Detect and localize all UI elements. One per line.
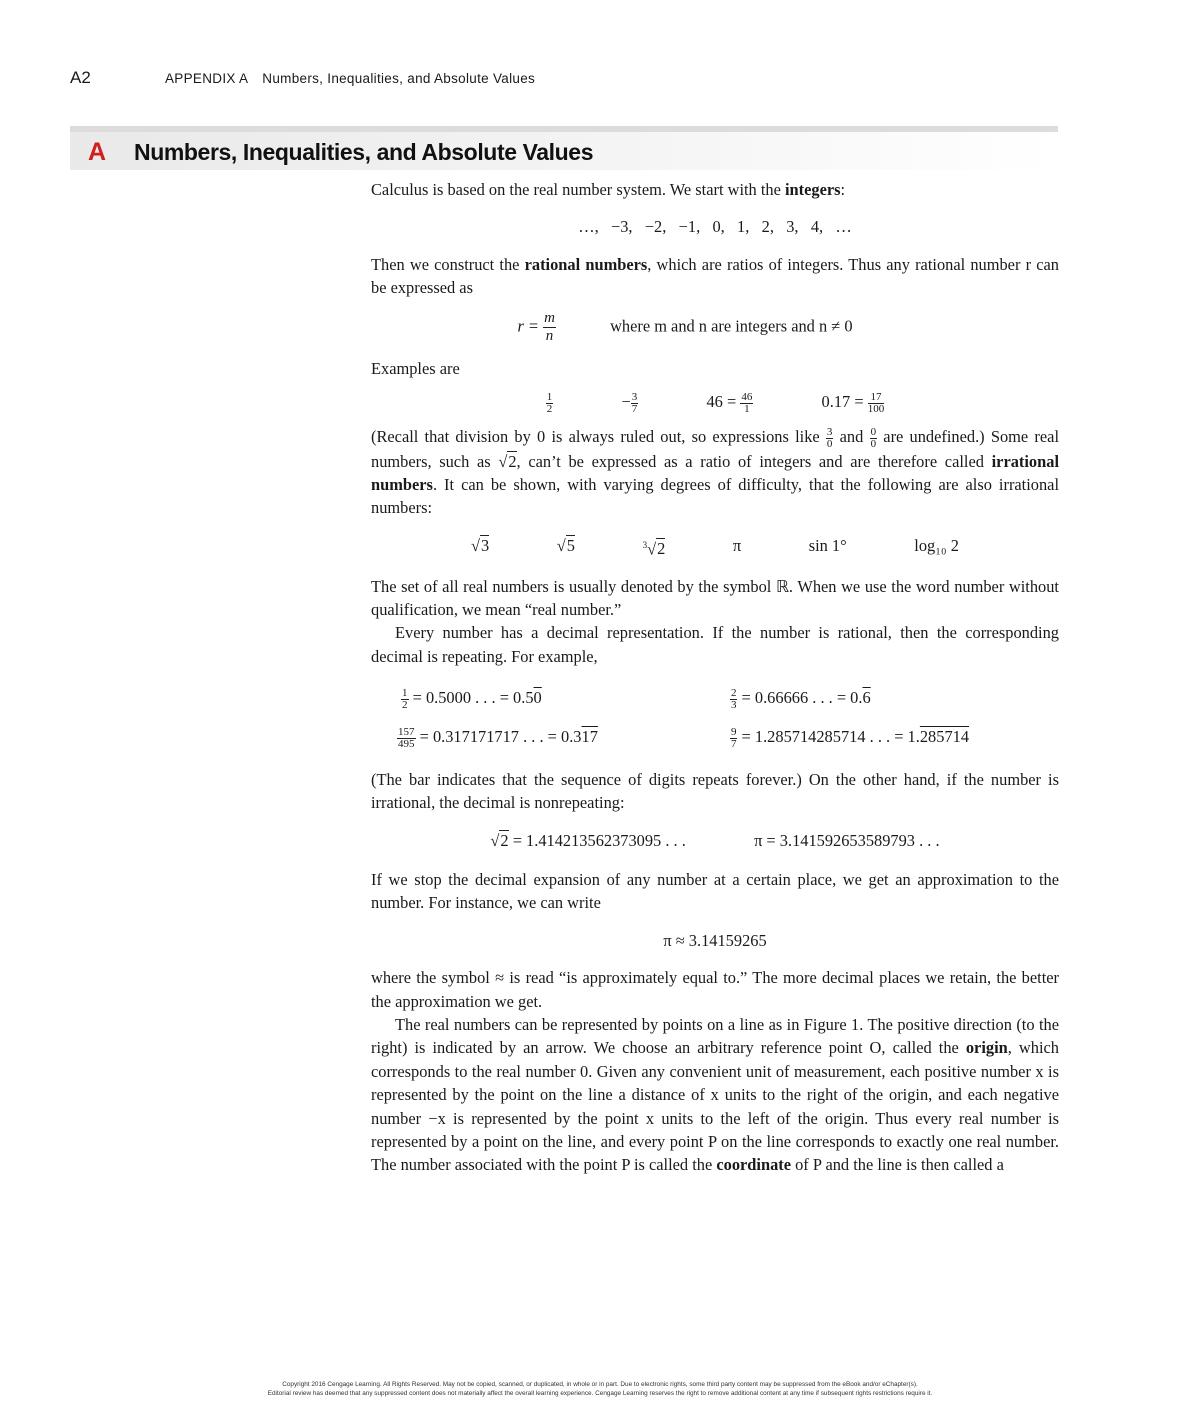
running-title — [165, 71, 535, 86]
paragraph-rational: Then we construct the rational numbers, which are ratios of integers. Thus any rational number r can be expressed as — [371, 254, 1059, 298]
copyright-footer — [0, 1380, 1200, 1398]
running-header — [70, 68, 1070, 92]
paragraph-irrational: (Recall that division by 0 is always ruled out, so expressions like $\frac{3}{0}$ and $\frac{0}{0}$ are undefined.) Some real numbers, such as √2, can’t be expressed as a ratio of integers and are therefore called irrational numbers. It can be shown, with varying degrees of difficulty, that the following are also irrational numbers: — [371, 425, 1059, 518]
section-title: Numbers, Inequalities, and Absolute Values — [134, 139, 594, 165]
examples-label: Examples are — [371, 358, 460, 378]
paragraph-number-line: The real numbers can be represented by points on a line as in Figure 1. The positive direction (to the right) is indicated by an arrow. We choose an arbitrary reference point O, called the origin, which corresponds to the real number 0. Given any convenient unit of measurement, each positive number x is represented by the point on the line a distance of x units to the right of the origin, and each negative number −x is represented by the point x units to the left of the origin. Thus every real number is represented by a point on the line, and every point P on the line corresponds to exactly one real number. The number associated with the point P is called the coordinate of P and the line is then called a — [371, 1014, 1059, 1175]
running-title-text: Numbers, Inequalities, and Absolute Values — [262, 71, 536, 86]
decimal-row-2: $\frac{157}{495}$ = 0.317171717 . . . = 0.317 $\frac{9}{7}$ = 1.285714285714 . . . = 1.285714 — [398, 725, 970, 750]
appendix-label: APPENDIX A — [165, 71, 249, 86]
body-text — [371, 178, 1059, 1177]
paragraph-decimal: Every number has a decimal representation. If the number is rational, then the corresponding decimal is repeating. For example, — [371, 623, 1059, 666]
nonrepeating-examples: √2 = 1.414213562373095 . . . π = 3.141592653589793 . . . — [490, 830, 940, 850]
rational-examples: $\frac{1}{2}$ − $\frac{3}{7}$ 46 = $\frac{46}{1}$ 0.17 = $\frac{17}{100}$ — [546, 390, 885, 415]
rational-definition: r = $\frac{m}{n}$ where m and n are integers and n ≠ 0 — [517, 309, 853, 344]
paragraph-real-set: The set of all real numbers is usually denoted by the symbol ℝ. When we use the word number without qualification, we mean “real number.” — [371, 576, 1059, 619]
irrational-examples: √3 √5 $^3$√2 π sin 1° log₁₀ 2 — [471, 535, 959, 559]
pi-approximation: π ≈ 3.14159265 — [663, 930, 767, 950]
paragraph-approx-symbol: where the symbol ≈ is read “is approximately equal to.” The more decimal places we retain, the better the approximation we get. — [371, 968, 1059, 1011]
section-heading-bar — [70, 126, 1058, 170]
section-letter: A — [88, 138, 107, 166]
integers-display: …, −3, −2, −1, 0, 1, 2, 3, 4, … — [578, 217, 852, 237]
page-number: A2 — [70, 68, 91, 87]
footer-line-2: Editorial review has deemed that any suppressed content does not materially affect the overall learning experience. Cengage Learning reserves the right to remove additional content at any time if subsequent rights restrictions require it. — [267, 1390, 933, 1397]
paragraph-intro: Calculus is based on the real number system. We start with the integers: — [371, 180, 846, 199]
decimal-row-1: $\frac{1}{2}$ = 0.5000 . . . = 0.50 $\frac{2}{3}$ = 0.66666 . . . = 0.6 — [402, 686, 871, 711]
paragraph-nonrepeating: (The bar indicates that the sequence of digits repeats forever.) On the other hand, if the number is irrational, the decimal is nonrepeating: — [371, 769, 1059, 813]
paragraph-approximation: If we stop the decimal expansion of any number at a certain place, we get an approximation to the number. For instance, we can write — [371, 869, 1059, 913]
footer-line-1: Copyright 2016 Cengage Learning. All Rights Reserved. May not be copied, scanned, or duplicated, in whole or in part. Due to electronic rights, some third party content may be suppressed from the eBook and/or eChapter(s). — [282, 1381, 918, 1388]
